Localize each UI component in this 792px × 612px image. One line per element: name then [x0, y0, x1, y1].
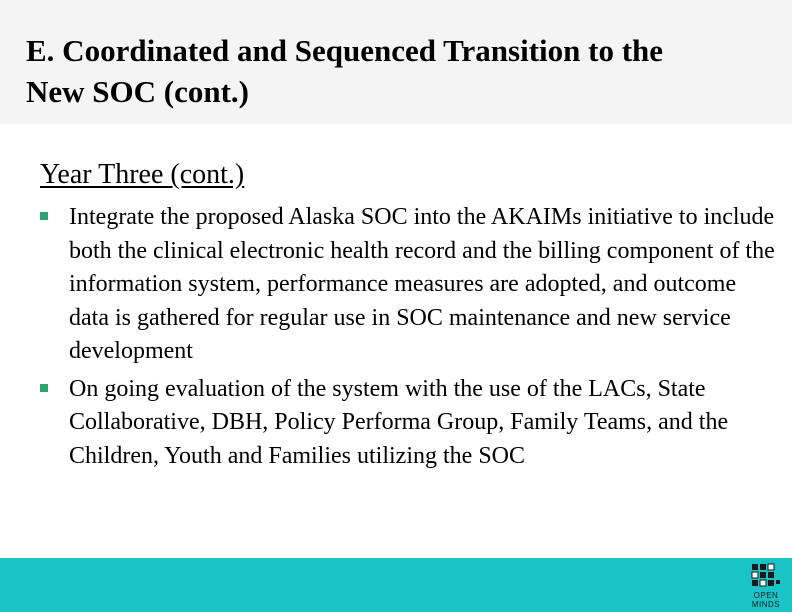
title-line-1: E. Coordinated and Sequenced Transition to the: [26, 33, 664, 68]
square-bullet-icon: [40, 212, 48, 220]
open-minds-logo: [744, 562, 788, 610]
bullet-item-2: [36, 373, 776, 474]
bullet-text-2: On going evaluation of the system with the use of the LACs, State Collaborative, DBH, Policy Performa Group, Family Teams, and the Children, Youth and Families utilizing the SOC: [69, 375, 729, 469]
logo-mark-icon: [744, 562, 788, 592]
bullet-list: [36, 201, 776, 477]
logo-text-line-2: MINDS: [751, 600, 781, 609]
slide-title: [26, 30, 776, 112]
bullet-item-1: [36, 201, 776, 369]
bullet-text-1: Integrate the proposed Alaska SOC into the AKAIMs initiative to include both the clinical electronic health record and the billing component of the information system, performance measures are adopted, and outcome data is gathered for regular use in SOC maintenance and new service development: [69, 204, 775, 364]
logo-text-line-1: OPEN: [753, 591, 779, 600]
square-bullet-icon: [40, 384, 48, 392]
slide-subtitle: Year Three (cont.): [40, 159, 245, 190]
footer-bar: [0, 558, 792, 612]
title-line-2: New SOC (cont.): [26, 74, 249, 109]
